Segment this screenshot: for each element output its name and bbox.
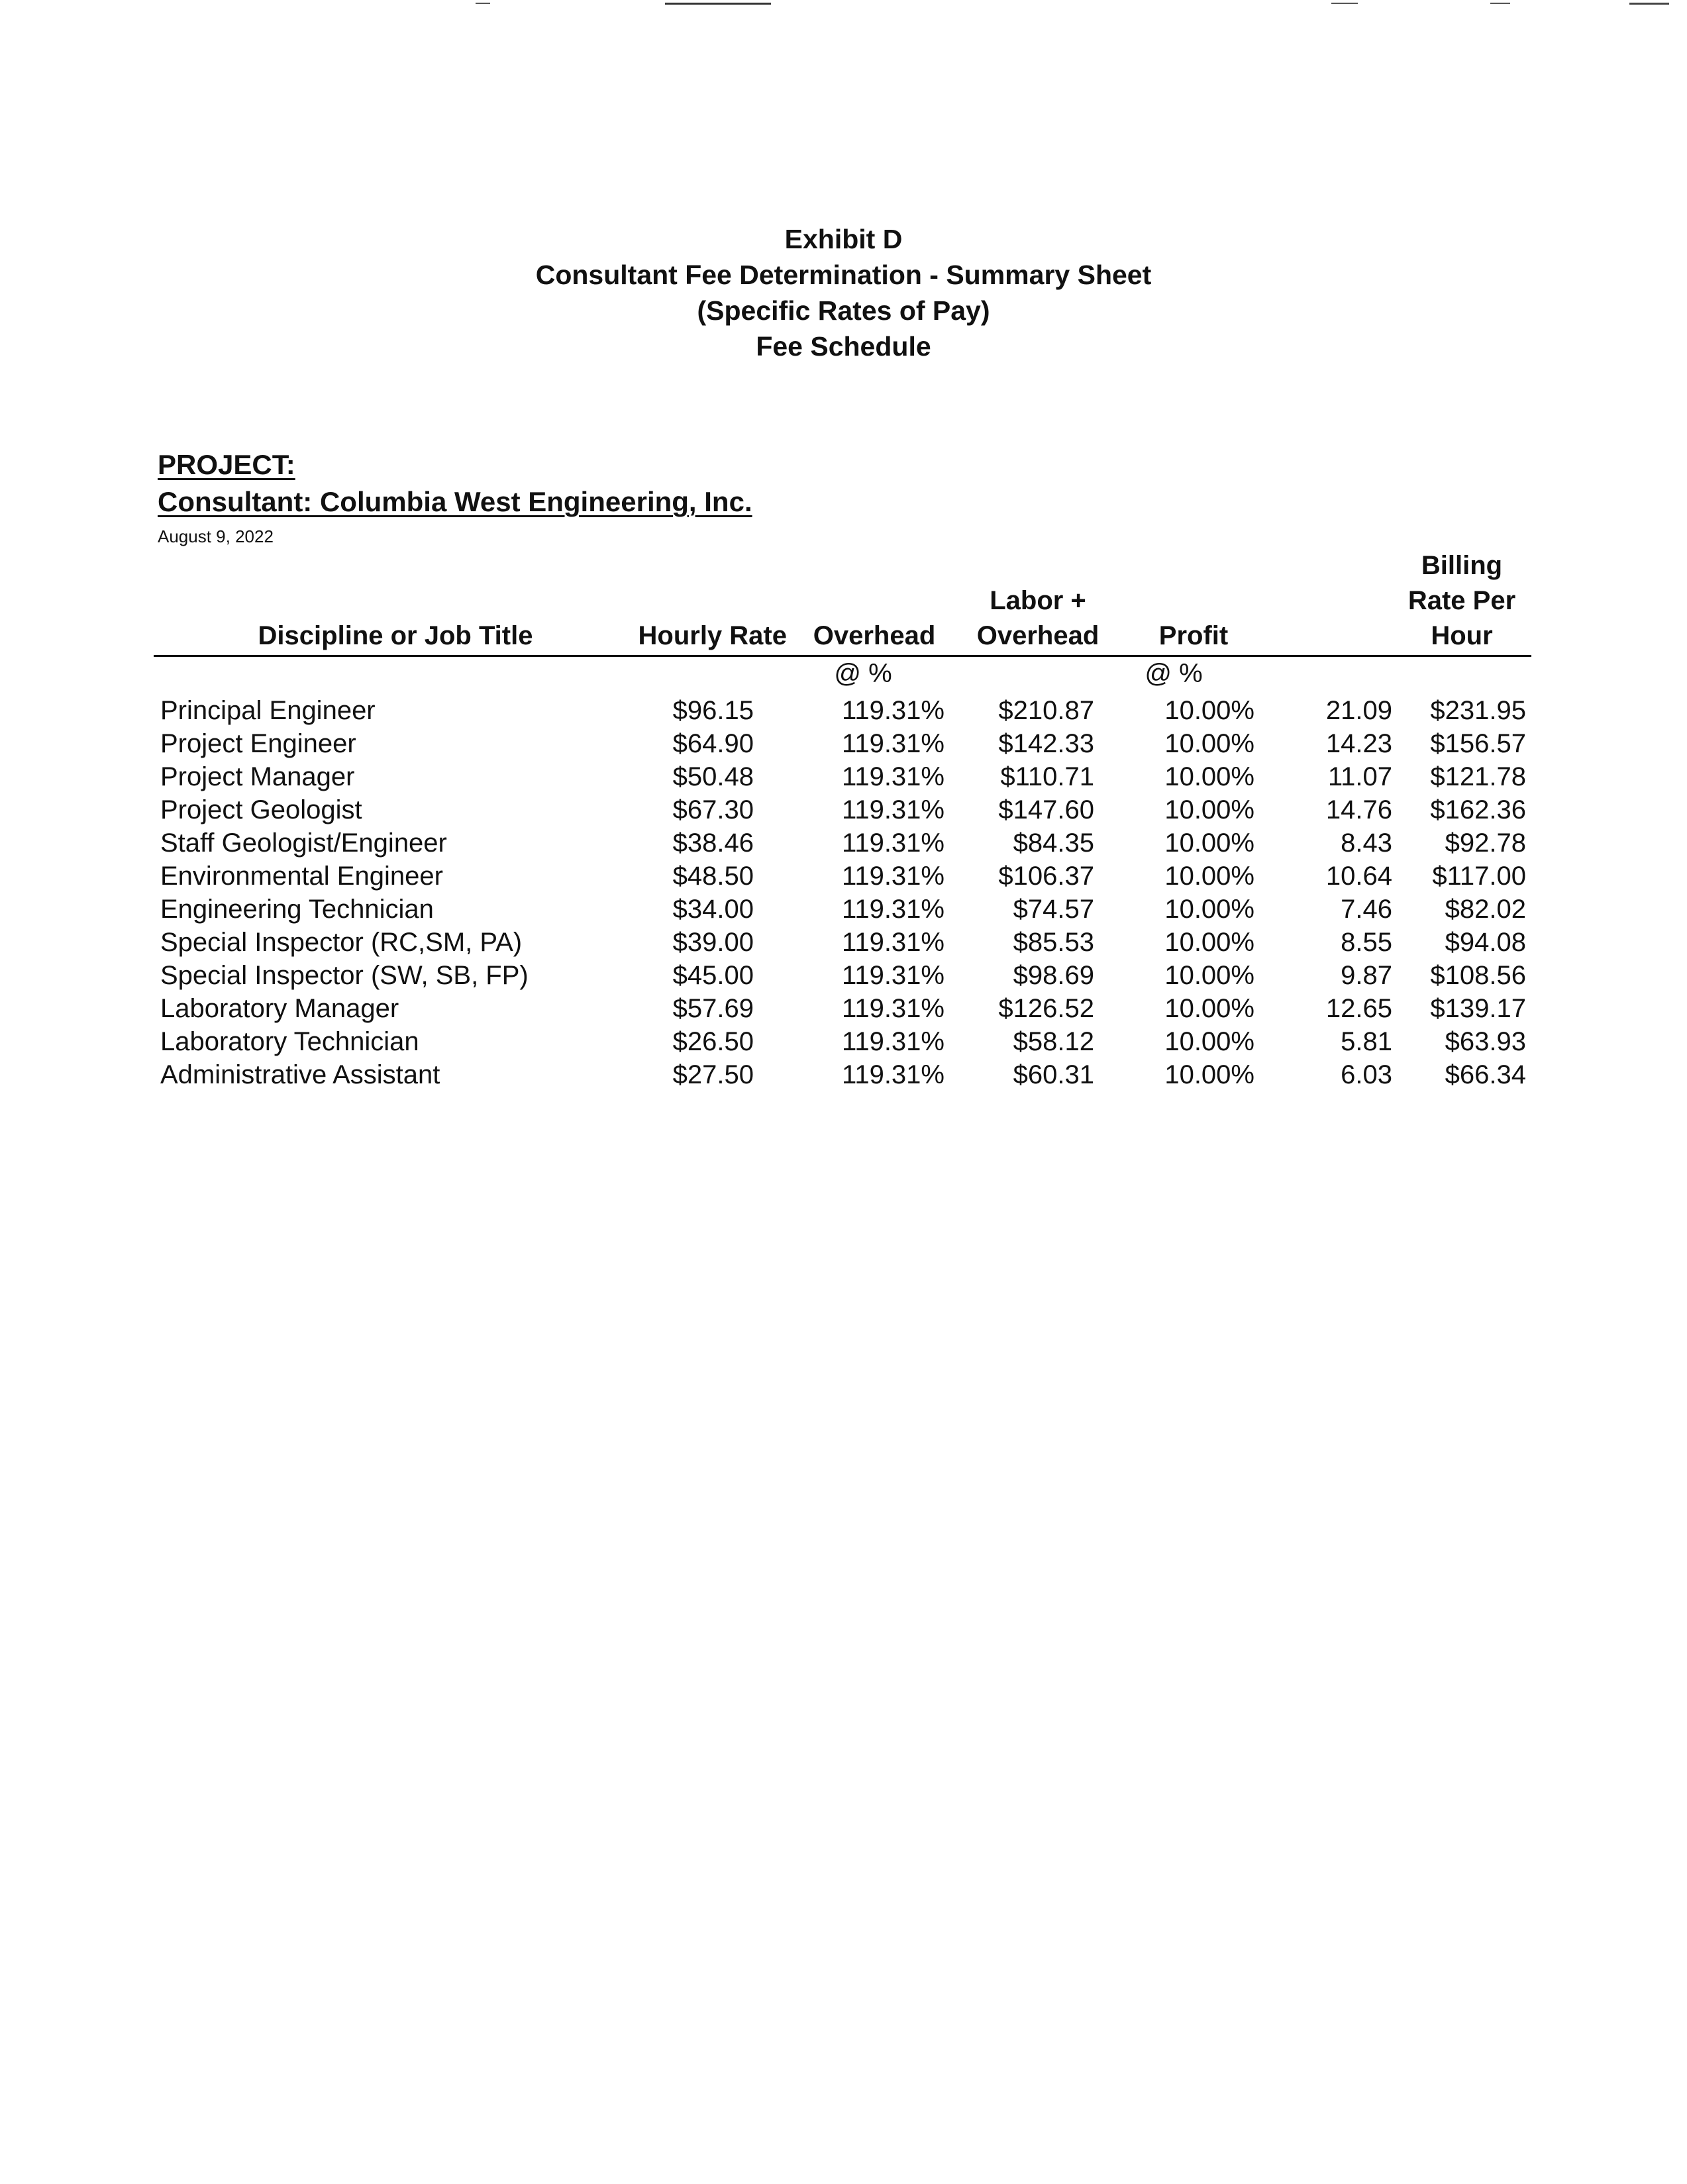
cell-job-title: Special Inspector (RC,SM, PA) [160,928,523,957]
table-row [154,793,1531,826]
cell-billing-rate: $82.02 [1445,895,1526,924]
cell-labor-overhead: $60.31 [1013,1060,1094,1089]
header-profit: Profit [1114,548,1273,656]
scan-mark [476,3,490,4]
cell-labor-overhead: $126.52 [998,994,1094,1023]
cell-labor-overhead: $85.53 [1013,928,1094,957]
cell-hourly-rate: $50.48 [672,762,754,791]
cell-profit-amount: 7.46 [1341,895,1392,924]
cell-hourly-rate: $26.50 [672,1027,754,1056]
subheader-profit-at: @ % [1145,659,1203,688]
cell-labor-overhead: $74.57 [1013,895,1094,924]
cell-overhead: 119.31% [842,994,945,1023]
cell-hourly-rate: $57.69 [672,994,754,1023]
header-overhead: Overhead [787,548,962,656]
cell-profit-percent: 10.00% [1164,961,1254,990]
cell-billing-rate: $63.93 [1445,1027,1526,1056]
cell-overhead: 119.31% [842,961,945,990]
cell-job-title: Engineering Technician [160,895,434,924]
cell-profit-amount: 8.43 [1341,828,1392,858]
sheet-title: Consultant Fee Determination - Summary Sheet [535,260,1152,290]
header-job-title: Discipline or Job Title [154,548,637,656]
table-row [154,926,1531,959]
cell-labor-overhead: $106.37 [998,862,1094,891]
table-row [154,760,1531,793]
table-row [154,694,1531,727]
table-row [154,826,1531,860]
cell-overhead: 119.31% [842,1060,945,1089]
header-billing-line3: Hour [1431,621,1493,650]
cell-overhead: 119.31% [842,862,945,891]
cell-job-title: Laboratory Manager [160,994,399,1023]
cell-profit-percent: 10.00% [1164,1027,1254,1056]
cell-hourly-rate: $96.15 [672,696,754,725]
scan-mark [665,3,771,5]
exhibit-title: Exhibit D [784,224,903,254]
cell-billing-rate: $139.17 [1430,994,1526,1023]
cell-profit-amount: 6.03 [1341,1060,1392,1089]
cell-job-title: Project Manager [160,762,355,791]
cell-profit-amount: 14.23 [1325,729,1392,758]
cell-labor-overhead: $58.12 [1013,1027,1094,1056]
schedule-title: Fee Schedule [756,331,931,362]
consultant-name: Consultant: Columbia West Engineering, Inc. [158,486,752,517]
cell-profit-percent: 10.00% [1164,1060,1254,1089]
scan-mark [1331,3,1358,4]
document-title-block [0,221,1687,364]
scan-mark [1629,3,1669,5]
scan-mark [1490,3,1510,4]
cell-job-title: Laboratory Technician [160,1027,419,1056]
header-profit-amount [1273,548,1392,656]
cell-labor-overhead: $142.33 [998,729,1094,758]
table-row [154,727,1531,760]
cell-overhead: 119.31% [842,928,945,957]
subheader-empty [962,656,1114,695]
subheader-empty [1273,656,1392,695]
cell-overhead: 119.31% [842,729,945,758]
cell-hourly-rate: $67.30 [672,795,754,824]
cell-profit-amount: 8.55 [1341,928,1392,957]
table-row [154,959,1531,992]
cell-billing-rate: $108.56 [1430,961,1526,990]
header-billing-line1: Billing [1421,551,1503,580]
table-header-row [154,548,1531,656]
table-row [154,860,1531,893]
cell-hourly-rate: $34.00 [672,895,754,924]
cell-hourly-rate: $27.50 [672,1060,754,1089]
cell-job-title: Administrative Assistant [160,1060,440,1089]
project-info [158,446,752,550]
cell-job-title: Staff Geologist/Engineer [160,828,447,858]
cell-billing-rate: $66.34 [1445,1060,1526,1089]
cell-labor-overhead: $110.71 [1000,762,1094,791]
document-date: August 9, 2022 [158,526,274,546]
subheader-empty [637,656,787,695]
cell-hourly-rate: $45.00 [672,961,754,990]
cell-job-title: Special Inspector (SW, SB, FP) [160,961,529,990]
table-row [154,992,1531,1025]
cell-profit-amount: 21.09 [1325,696,1392,725]
cell-labor-overhead: $147.60 [998,795,1094,824]
cell-overhead: 119.31% [842,895,945,924]
cell-job-title: Project Engineer [160,729,356,758]
cell-billing-rate: $117.00 [1432,862,1526,891]
cell-hourly-rate: $39.00 [672,928,754,957]
cell-overhead: 119.31% [842,828,945,858]
cell-overhead: 119.31% [842,1027,945,1056]
header-hourly-rate: Hourly Rate [637,548,787,656]
header-labor-line2: Overhead [976,621,1099,650]
cell-job-title: Principal Engineer [160,696,376,725]
table-row [154,1058,1531,1091]
cell-profit-percent: 10.00% [1164,862,1254,891]
table-subheader-row [154,656,1531,695]
cell-hourly-rate: $64.90 [672,729,754,758]
header-labor-line1: Labor + [990,586,1086,615]
subheader-empty [1392,656,1531,695]
cell-labor-overhead: $98.69 [1013,961,1094,990]
cell-overhead: 119.31% [842,795,945,824]
cell-profit-percent: 10.00% [1164,928,1254,957]
project-label: PROJECT: [158,449,295,480]
subheader-empty [154,656,637,695]
cell-job-title: Project Geologist [160,795,362,824]
cell-profit-amount: 14.76 [1325,795,1392,824]
scan-artifacts-top [0,0,1687,9]
cell-profit-percent: 10.00% [1164,994,1254,1023]
cell-profit-amount: 5.81 [1341,1027,1392,1056]
sheet-subtitle: (Specific Rates of Pay) [697,295,990,326]
header-billing-rate [1392,548,1531,656]
cell-overhead: 119.31% [842,696,945,725]
cell-profit-percent: 10.00% [1164,729,1254,758]
cell-billing-rate: $162.36 [1430,795,1526,824]
cell-labor-overhead: $210.87 [998,696,1094,725]
cell-billing-rate: $121.78 [1430,762,1526,791]
header-labor-overhead [962,548,1114,656]
cell-labor-overhead: $84.35 [1013,828,1094,858]
cell-profit-percent: 10.00% [1164,828,1254,858]
cell-profit-amount: 12.65 [1325,994,1392,1023]
cell-billing-rate: $92.78 [1445,828,1526,858]
cell-hourly-rate: $38.46 [672,828,754,858]
cell-billing-rate: $156.57 [1430,729,1526,758]
subheader-overhead-at: @ % [834,659,892,688]
table-row [154,1025,1531,1058]
fee-schedule-table [154,548,1531,1091]
header-billing-line2: Rate Per [1407,586,1516,615]
cell-profit-amount: 11.07 [1327,762,1392,791]
cell-profit-percent: 10.00% [1164,762,1254,791]
cell-profit-amount: 9.87 [1341,961,1392,990]
cell-profit-percent: 10.00% [1164,895,1254,924]
cell-billing-rate: $231.95 [1430,696,1526,725]
cell-hourly-rate: $48.50 [672,862,754,891]
cell-overhead: 119.31% [842,762,945,791]
table-row [154,893,1531,926]
cell-billing-rate: $94.08 [1445,928,1526,957]
cell-profit-percent: 10.00% [1164,795,1254,824]
cell-profit-amount: 10.64 [1325,862,1392,891]
cell-profit-percent: 10.00% [1164,696,1254,725]
cell-job-title: Environmental Engineer [160,862,443,891]
